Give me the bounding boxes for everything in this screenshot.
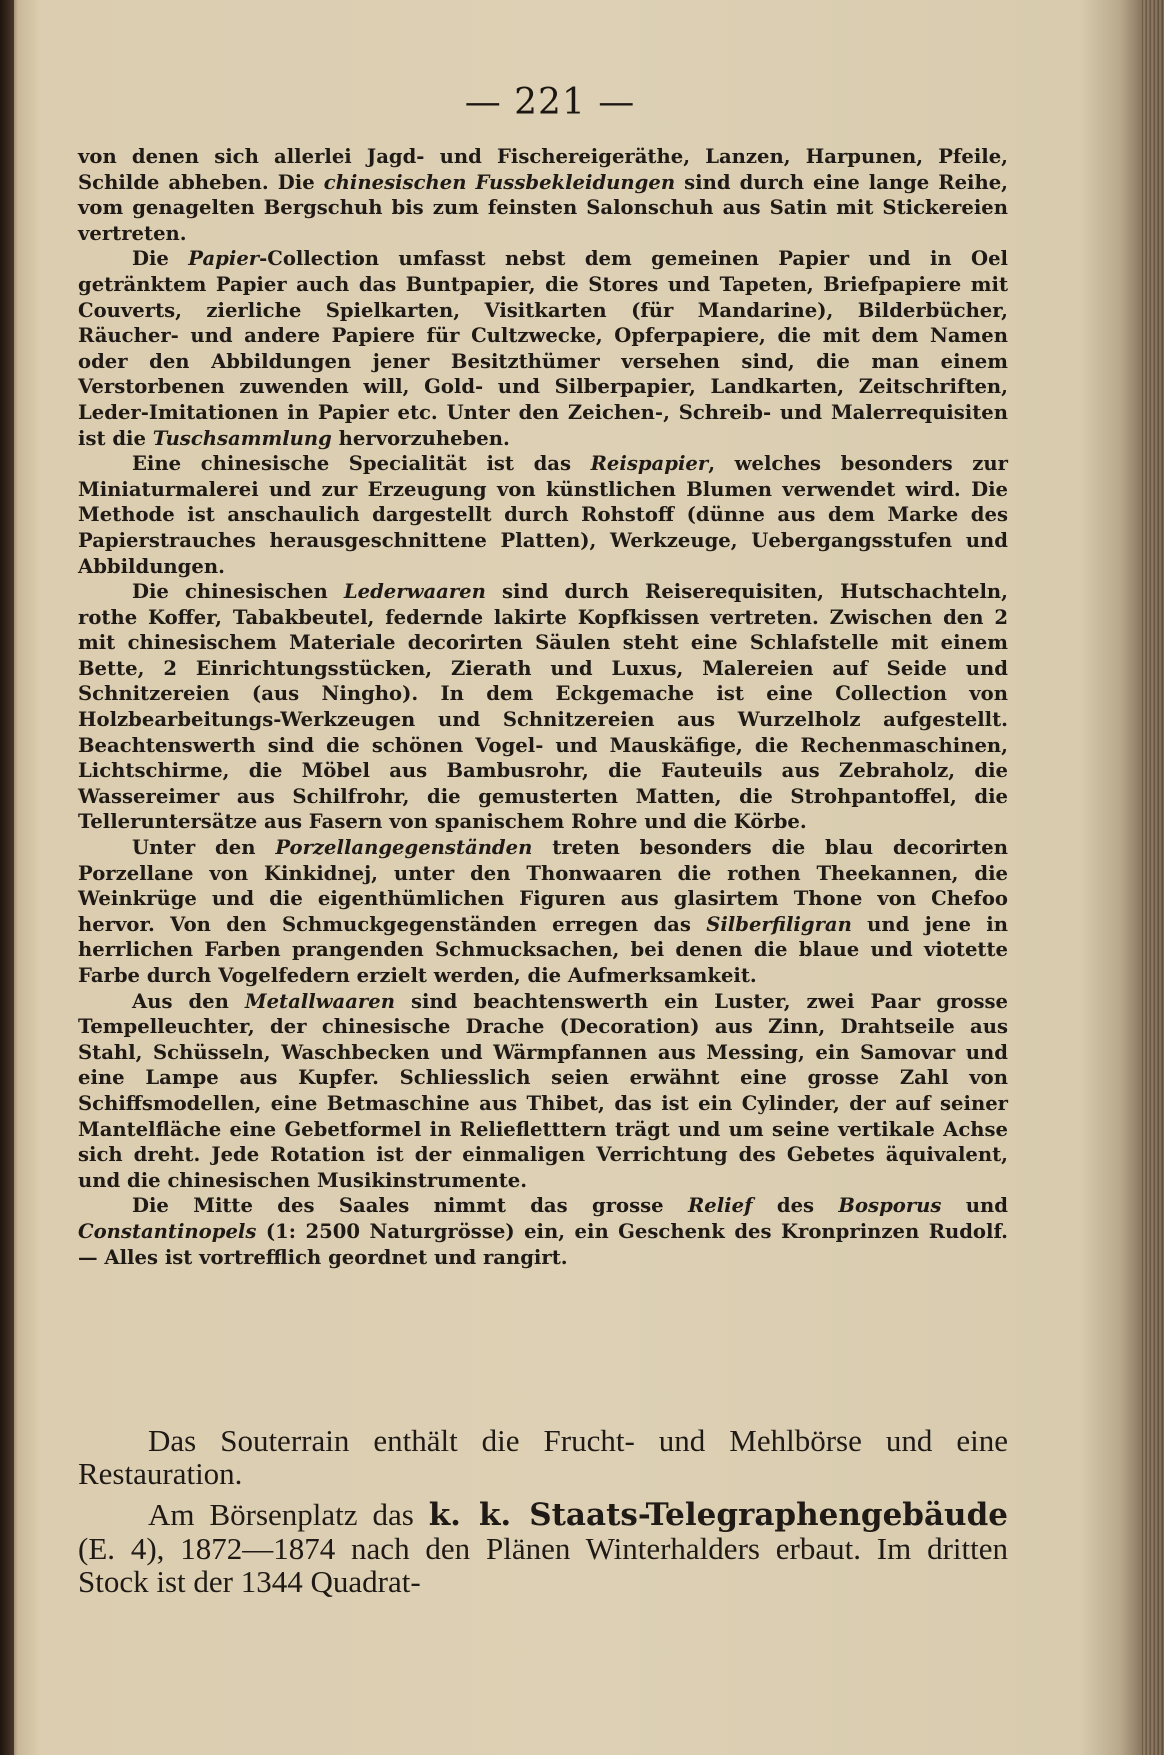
text-run: , welches besonders zur Miniaturmalerei und zur Erzeugung von künstlichen Blumen verwendet wird. Die Methode ist anschaulich dargestellt durch Rohstoff (dünne aus dem Marke des Papierstrauches herausgeschnittene Platten), Werkzeuge, Uebergangsstufen und Abbildungen.	[78, 452, 1009, 578]
italic-term: chinesischen Fussbekleidungen	[323, 170, 676, 194]
body-text-small	[78, 144, 1008, 1270]
italic-term: Tuschsammlung	[152, 426, 332, 450]
paragraph	[78, 1424, 1008, 1490]
page-number: — 221 —	[464, 82, 636, 123]
paragraph	[78, 835, 1008, 989]
text-run: und jene in herrlichen Farben prangenden Schmucksachen, bei denen die blaue und viotette Farbe durch Vogelfedern erzielt werden, die Aufmerksamkeit.	[78, 912, 1008, 987]
book-spine	[0, 0, 14, 1755]
italic-term: Bosporus	[838, 1194, 942, 1218]
italic-term: Relief	[687, 1194, 753, 1218]
text-run: sind beachtenswerth ein Luster, zwei Paar grosse Tempelleuchter, der chinesische Drache (Decoration) aus Zinn, Drahtseile aus Stahl, Schüsseln, Waschbecken und Wärmpfannen aus Messing, ein Samovar und eine Lampe aus Kupfer. Schliesslich seien erwähnt eine grosse Zahl von Schiffsmodellen, eine Betmaschine aus Thibet, das ist ein Cylinder, der auf seiner Mantelfläche eine Gebetformel in Reliefletttern trägt und um seine vertikale Achse sich dreht. Jede Rotation ist der einmaligen Verrichtung des Gebetes äquivalent, und die chinesischen Musikinstrumente.	[78, 989, 1008, 1192]
paragraph	[78, 1193, 1008, 1270]
text-run: (1: 2500 Naturgrösse) ein, ein Geschenk des Kronprinzen Rudolf. — Alles ist vortrefflich geordnet und rangirt.	[78, 1219, 1008, 1269]
text-run: sind durch eine lange Reihe, vom genagelten Bergschuh bis zum feinsten Salonschuh aus Satin mit Stickereien vertreten.	[78, 170, 1009, 245]
paragraph	[78, 451, 1008, 579]
italic-term: Reispapier	[590, 452, 709, 476]
page-edge	[1142, 0, 1164, 1755]
italic-term: Porzellangegenständen	[275, 836, 533, 860]
text-run: von denen sich allerlei Jagd- und Fischereigeräthe, Lanzen, Harpunen, Pfeile, Schilde abheben. Die	[78, 145, 1008, 194]
italic-term: Silberfiligran	[706, 912, 852, 936]
text-run: Die Mitte des Saales nimmt das grosse	[132, 1194, 688, 1218]
text-run: des	[752, 1194, 839, 1218]
paragraph	[78, 579, 1008, 835]
text-run: Am Börsenplatz das	[148, 1497, 429, 1532]
text-run: Die chinesischen	[132, 580, 344, 604]
italic-term: Metallwaaren	[244, 989, 395, 1013]
paragraph	[78, 246, 1008, 451]
text-run: und	[941, 1194, 1008, 1218]
text-run: Eine chinesische Specialität ist das	[132, 452, 591, 476]
text-run: hervorzuheben.	[331, 426, 510, 450]
body-text-large	[78, 1424, 1008, 1606]
bold-term: k. k. Staats-Telegraphengebäude	[428, 1497, 1008, 1533]
paragraph	[78, 1498, 1008, 1598]
text-run: sind durch Reiserequisiten, Hutschachteln, rothe Koffer, Tabakbeutel, federnde lakirte Kopfkissen vertreten. Zwischen den 2 mit chinesischem Materiale decorirten Säulen steht eine Schlafstelle mit einem Bette, 2 Einrichtungsstücken, Zierath und Luxus, Malereien auf Seide und Schnitzereien (aus Ningho). In dem Eckgemache ist eine Collection von Holzbearbeitungs-Werkzeugen und Schnitzereien aus Wurzelholz aufgestellt. Beachtenswerth sind die schönen Vogel- und Mauskäfige, die Rechenmaschinen, Lichtschirme, die Möbel aus Bambusrohr, die Fauteuils aus Zebraholz, die Wassereimer aus Schilfrohr, die gemusterten Matten, die Strohpantoffel, die Telleruntersätze aus Fasern von spanischem Rohre und die Körbe.	[78, 580, 1008, 834]
text-run: Unter den	[132, 836, 276, 860]
text-run: Die	[132, 247, 189, 271]
text-run: Das Souterrain enthält die Frucht- und Mehlbörse und eine Restauration.	[78, 1423, 1008, 1491]
italic-term: Constantinopels	[78, 1219, 257, 1243]
text-run: (E. 4), 1872—1874 nach den Plänen Winterhalders erbaut. Im dritten Stock ist der 1344 Quadrat-	[78, 1531, 1008, 1599]
text-run: Aus den	[132, 989, 245, 1013]
paragraph	[78, 144, 1008, 246]
text-run: treten besonders die blau decorirten Porzellane von Kinkidnej, unter den Thonwaaren die rothen Theekannen, die Weinkrüge und die eigenthümlichen Figuren aus glasirtem Thone von Chefoo hervor. Von den Schmuckgegenständen erregen das	[78, 836, 1008, 936]
text-run: -Collection umfasst nebst dem gemeinen Papier und in Oel getränktem Papier auch das Buntpapier, die Stores und Tapeten, Briefpapiere mit Couverts, zierliche Spielkarten, Visitkarten (für Mandarine), Bilderbücher, Räucher- und andere Papiere für Cultzwecke, Opferpapiere, die mit dem Namen oder den Abbildungen jener Besitzthümer versehen sind, die man einem Verstorbenen zuwenden will, Gold- und Silberpapier, Landkarten, Zeitschriften, Leder-Imitationen in Papier etc. Unter den Zeichen-, Schreib- und Malerrequisiten ist die	[78, 247, 1008, 450]
italic-term: Papier	[188, 247, 260, 271]
paragraph	[78, 989, 1008, 1194]
italic-term: Lederwaaren	[343, 580, 486, 604]
